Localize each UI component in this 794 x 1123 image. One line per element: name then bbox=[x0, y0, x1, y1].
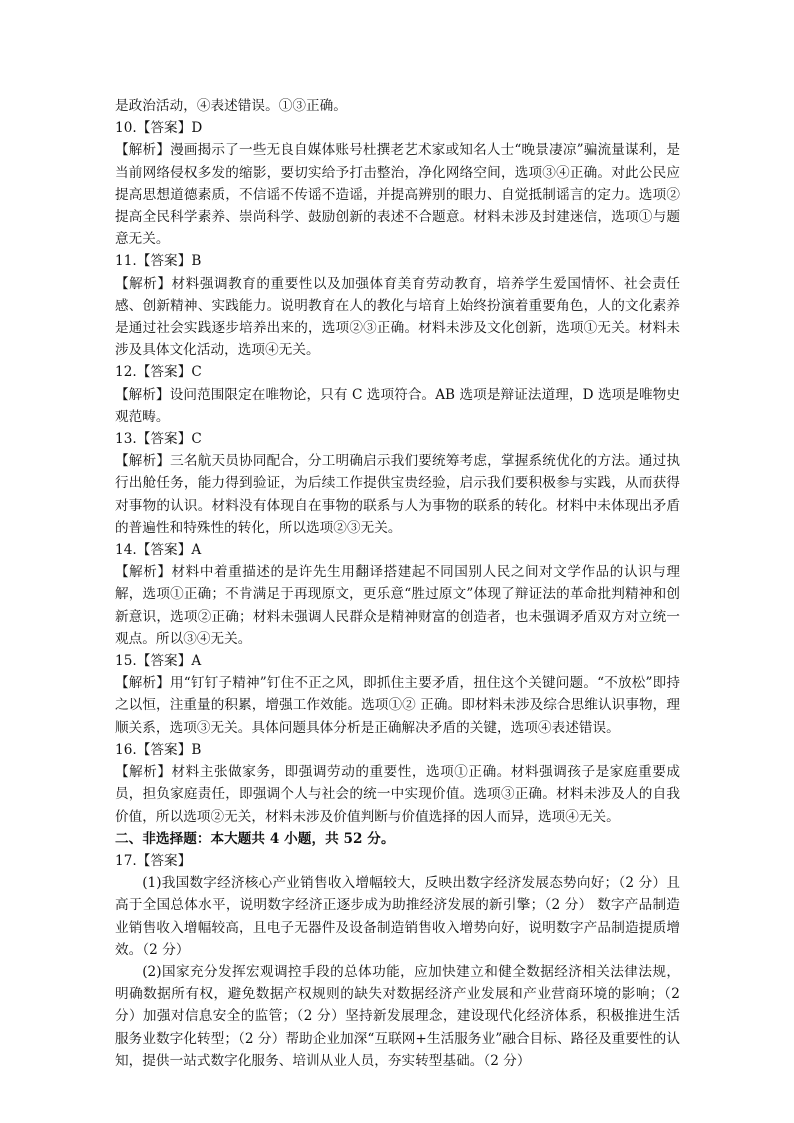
answer-line-15: 15.【答案】A bbox=[115, 653, 202, 670]
paragraph: 是政治活动，④表述错误。①③正确。 bbox=[115, 98, 347, 114]
answer-line-14: 14.【答案】A bbox=[115, 542, 202, 559]
answer-line-10: 10.【答案】D bbox=[115, 120, 203, 137]
answer-line-12: 12.【答案】C bbox=[115, 364, 202, 381]
analysis-paragraph-14: 【解析】材料中着重描述的是许先生用翻译搭建起不同国别人民之间对文学作品的认识与理解，选项①正确；不肯满足于再现原文，更乐意“胜过原文”体现了辩证法的革命批判精神和创新意识，选项②正确；材料未强调人民群众是精神财富的创造者，也未强调矛盾双方对立统一观点。所以③④无关。 bbox=[115, 564, 680, 647]
analysis-paragraph-10: 【解析】漫画揭示了一些无良自媒体账号杜撰老艺术家或知名人士“晚景凄凉”骗流量谋利，是当前网络侵权多发的缩影，要切实给予打击整治，净化网络空间，选项③④正确。对此公民应提高思想道德素质，不信谣不传谣不造谣，并提高辨别的眼力、自觉抵制谣言的定力。选项②提高全民科学素养、崇尚科学、鼓励创新的表述不合题意。材料未涉及封建迷信，选项①与题意无关。 bbox=[115, 142, 680, 248]
section-heading: 二、非选择题：本大题共 4 小题，共 52 分。 bbox=[115, 830, 395, 847]
answer-line-11: 11.【答案】B bbox=[115, 253, 202, 270]
analysis-paragraph-13: 【解析】三名航天员协同配合，分工明确启示我们要统筹考虑，掌握系统优化的方法。通过执行出舱任务，能力得到验证，为后续工作提供宝贵经验，启示我们要积极参与实践，从而获得对事物的认识。材料没有体现自在事物的联系与人为事物的联系的转化。材料中未体现出矛盾的普遍性和特殊性的转化，所以选项②③无关。 bbox=[115, 453, 680, 536]
answer-paragraph-17-2: (2)国家充分发挥宏观调控手段的总体功能，应加快建立和健全数据经济相关法律法规，明确数据所有权，避免数据产权规则的缺失对数据经济产业发展和产业营商环境的影响；（2 分）加强对信息安全的监管；（2 分）坚持新发展理念，建设现代化经济体系，积极推进生活服务业数字化转型；（2 分）帮助企业加深“互联网+生活服务业”融合目标、路径及重要性的认知，提供一站式数字化服务、培训从业人员，夯实转型基础。（2 分） bbox=[115, 963, 680, 1069]
answer-line-17: 17.【答案】 bbox=[115, 852, 192, 869]
answer-paragraph-17-1: (1)我国数字经济核心产业销售收入增幅较大，反映出数字经济发展态势向好；（2 分）且高于全国总体水平，说明数字经济正逐步成为助推经济发展的新引擎；（2 分） 数字产品制造业销售收入增幅较高，且电子无器件及设备制造销售收入增势向好，说明数字产品制造提质增效。（2 分） bbox=[115, 875, 680, 958]
analysis-paragraph-12: 【解析】设问范围限定在唯物论，只有 C 选项符合。AB 选项是辩证法道理，D 选项是唯物史观范畴。 bbox=[115, 386, 680, 425]
analysis-paragraph-16: 【解析】材料主张做家务，即强调劳动的重要性，选项①正确。材料强调孩子是家庭重要成员，担负家庭责任，即强调个人与社会的统一中实现价值。选项③正确。材料未涉及人的自我价值，所以选项②无关，材料未涉及价值判断与价值选择的因人而异，选项④无关。 bbox=[115, 764, 680, 825]
analysis-paragraph-15: 【解析】用“钉钉子精神”钉住不正之风，即抓住主要矛盾，扭住这个关键问题。“不放松”即持之以恒，注重量的积累，增强工作效能。选项①② 正确。即材料未涉及综合思维认识事物，理顺关系，选项③无关。具体问题具体分析是正确解决矛盾的关键，选项④表述错误。 bbox=[115, 675, 680, 736]
answer-line-16: 16.【答案】B bbox=[115, 741, 202, 758]
document-body bbox=[115, 95, 680, 1072]
analysis-paragraph-11: 【解析】材料强调教育的重要性以及加强体育美育劳动教育，培养学生爱国情怀、社会责任感、创新精神、实践能力。说明教育在人的教化与培育上始终扮演着重要角色，人的文化素养是通过社会实践逐步培养出来的，选项②③正确。材料未涉及文化创新，选项①无关。材料未涉及具体文化活动，选项④无关。 bbox=[115, 275, 680, 359]
answer-line-13: 13.【答案】C bbox=[115, 431, 202, 448]
